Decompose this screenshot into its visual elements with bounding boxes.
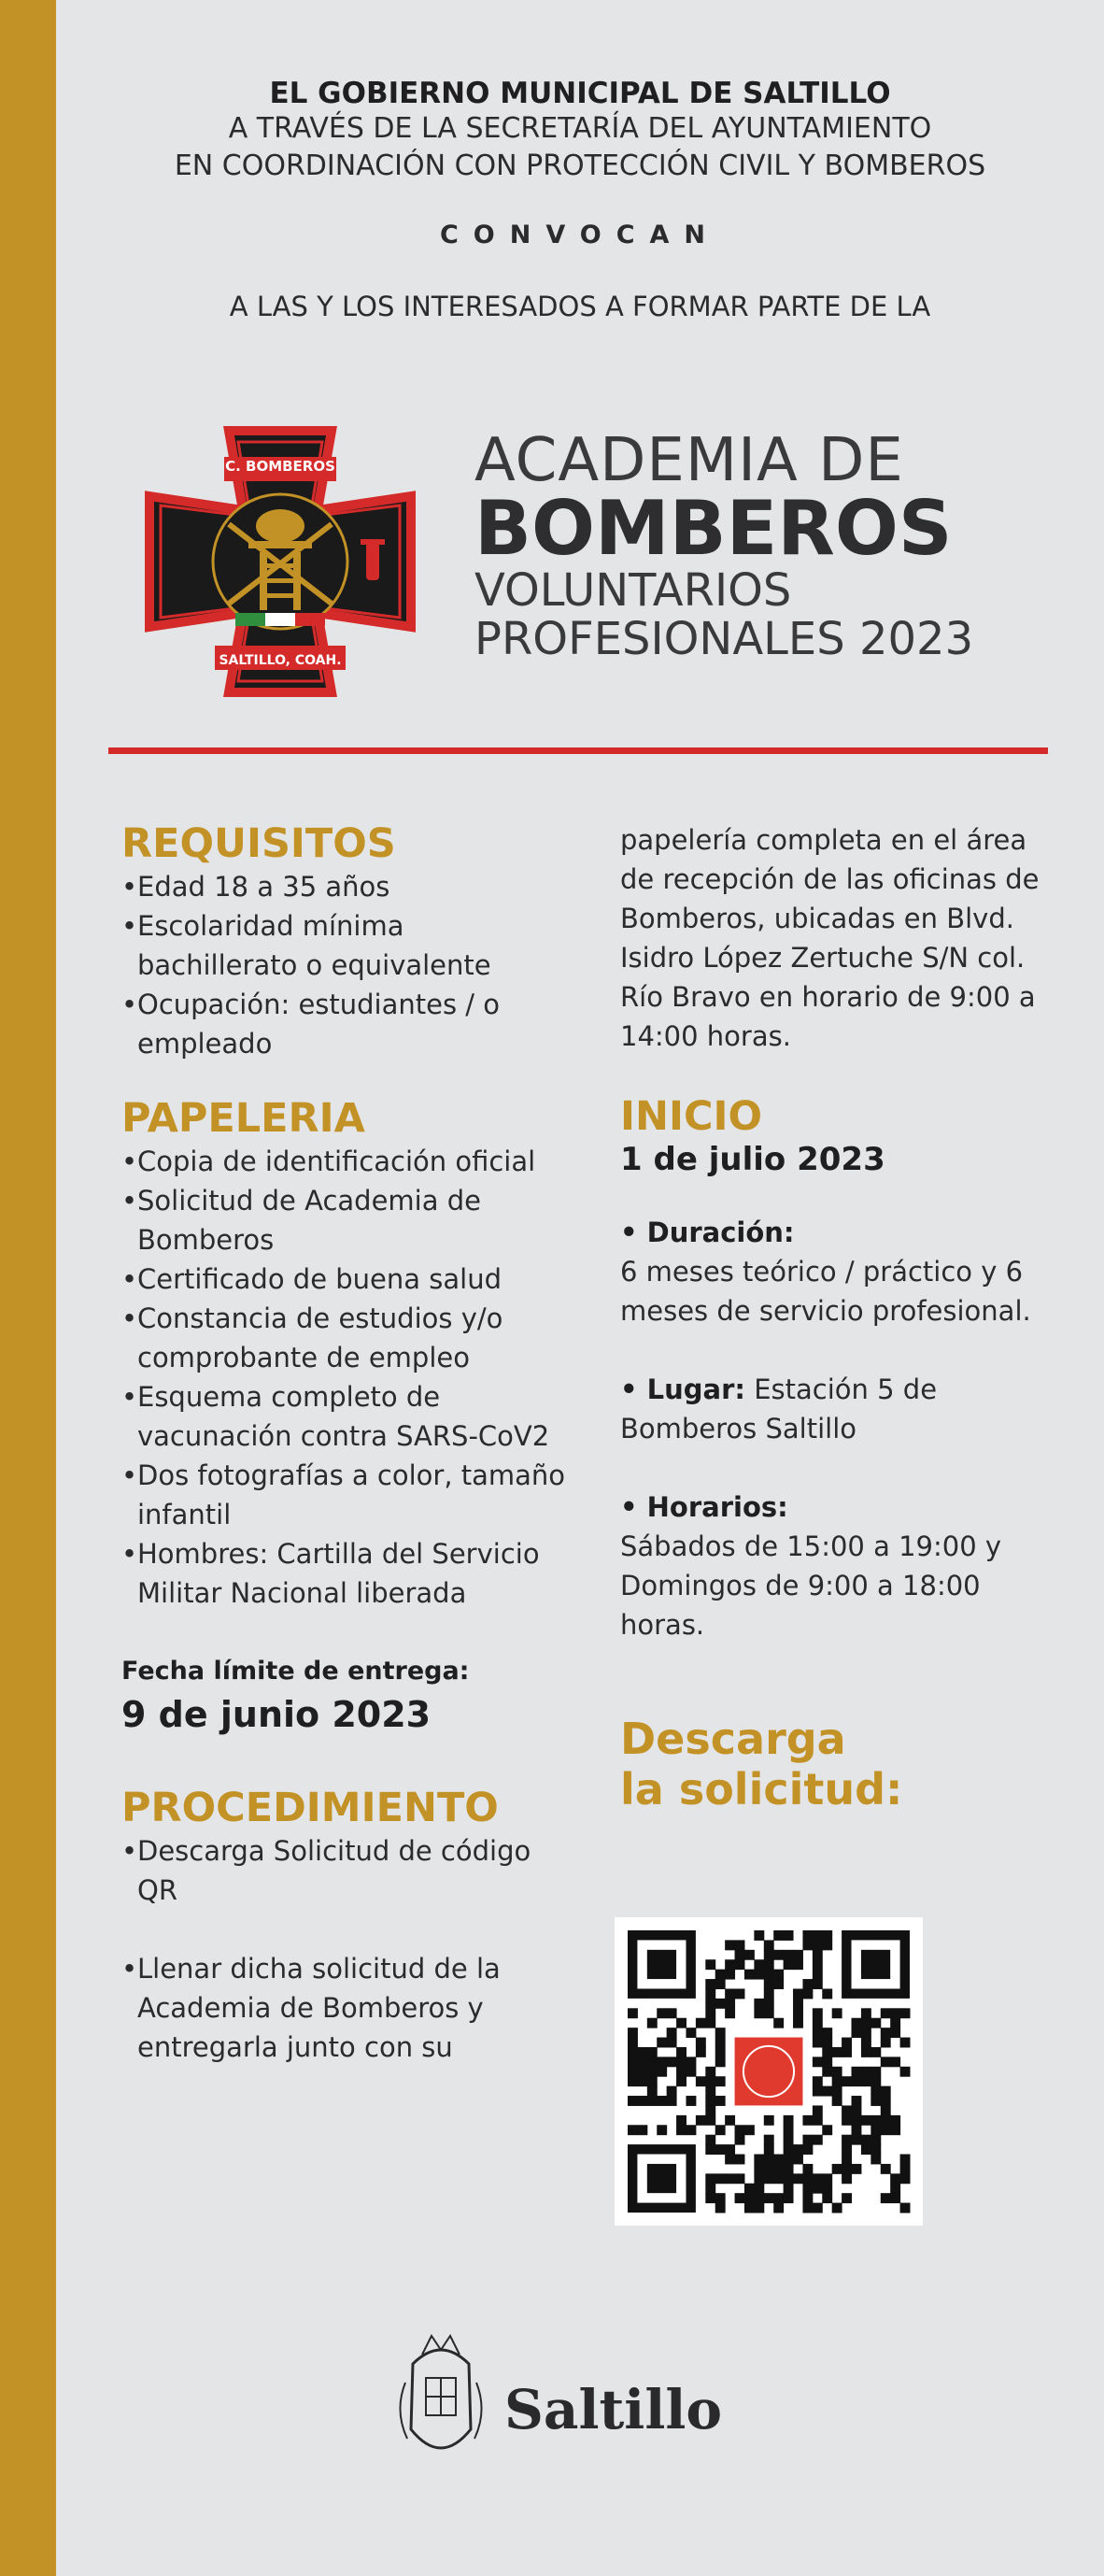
lugar-label: Lugar: (646, 1373, 745, 1405)
header-line-3: EN COORDINACIÓN CON PROTECCIÓN CIVIL Y BOMBEROS (174, 149, 986, 182)
right-column (620, 820, 1059, 1815)
horarios-block: • Horarios: Sábados de 15:00 a 19:00 y Domingos de 9:00 a 18:00 horas. (620, 1487, 1059, 1644)
list-item: • Descarga Solicitud de código QR (121, 1831, 570, 1910)
academy-title (474, 426, 974, 665)
saltillo-logo-text: Saltillo (504, 2378, 723, 2441)
title-line-3: VOLUNTARIOS (474, 564, 792, 617)
left-column (121, 820, 570, 2067)
list-item: • Certificado de buena salud (121, 1260, 570, 1299)
procedimiento-continuation: papelería completa en el área de recepción de las oficinas de Bomberos, ubicadas en Blvd. Isidro López Zertuche S/N col. Río Bravo en horario de 9:00 a 14:00 horas. (620, 824, 1040, 1052)
title-line-2: BOMBEROS (474, 485, 953, 572)
header-line-2: A TRAVÉS DE LA SECRETARÍA DEL AYUNTAMIENTO (228, 112, 932, 145)
procedimiento-heading: PROCEDIMIENTO (121, 1785, 499, 1831)
duracion-label: Duración: (646, 1217, 795, 1248)
descarga-heading (620, 1714, 1059, 1815)
header-line-1: EL GOBIERNO MUNICIPAL DE SALTILLO (269, 77, 891, 110)
horarios-label: Horarios: (646, 1491, 788, 1523)
list-item: • Ocupación: estudiantes / o empleado (121, 985, 570, 1063)
deadline-label: Fecha límite de entrega: (121, 1657, 470, 1686)
lugar-text: Estación 5 de Bomberos Saltillo (620, 1373, 938, 1445)
title-line-4: PROFESIONALES 2023 (474, 613, 974, 665)
title-line-1: ACADEMIA DE (474, 426, 904, 495)
inicio-date: 1 de julio 2023 (620, 1141, 885, 1178)
list-item: • Solicitud de Academia de Bomberos (121, 1181, 570, 1260)
list-item: • Constancia de estudios y/o comprobante de empleo (121, 1299, 570, 1377)
firefighter-badge-icon (131, 426, 430, 697)
horarios-text: Sábados de 15:00 a 19:00 y Domingos de 9:00 a 18:00 horas. (620, 1530, 1002, 1641)
descarga-line-2: la solicitud: (620, 1764, 903, 1815)
requisitos-heading: REQUISITOS (121, 820, 396, 867)
convocan-heading: CONVOCAN (439, 221, 721, 249)
badge-top-text: C. BOMBEROS (225, 458, 335, 475)
papeleria-list (121, 1142, 570, 1613)
list-item: • Escolaridad mínima bachillerato o equivalente (121, 906, 570, 985)
list-item: • Llenar dicha solicitud de la Academia de Bomberos y entregarla junto con su (121, 1949, 570, 2067)
requisitos-list (121, 867, 570, 1063)
deadline-date: 9 de junio 2023 (121, 1694, 432, 1735)
papeleria-heading: PAPELERIA (121, 1095, 365, 1142)
inicio-heading: INICIO (620, 1093, 763, 1140)
duracion-block: • Duración: 6 meses teórico / práctico y 6 meses de servicio profesional. (620, 1213, 1059, 1331)
list-item: • Esquema completo de vacunación contra SARS-CoV2 (121, 1377, 570, 1456)
procedimiento-list (121, 1831, 570, 2067)
list-item: • Hombres: Cartilla del Servicio Militar Nacional liberada (121, 1534, 570, 1613)
descarga-line-1: Descarga (620, 1714, 846, 1764)
duracion-text: 6 meses teórico / práctico y 6 meses de servicio profesional. (620, 1256, 1031, 1327)
list-item: • Edad 18 a 35 años (121, 867, 570, 906)
list-item: • Dos fotografías a color, tamaño infantil (121, 1456, 570, 1534)
list-item: • Copia de identificación oficial (121, 1142, 570, 1181)
interesados-line: A LAS Y LOS INTERESADOS A FORMAR PARTE DE LA (229, 291, 931, 322)
qr-code[interactable] (615, 1917, 923, 2226)
badge-bottom-text: SALTILLO, COAH. (219, 653, 342, 668)
lugar-block: • Lugar: Estación 5 de Bomberos Saltillo (620, 1373, 938, 1445)
gold-side-stripe (0, 0, 56, 2576)
qr-code-icon (615, 1917, 923, 2226)
red-divider (108, 747, 1048, 754)
